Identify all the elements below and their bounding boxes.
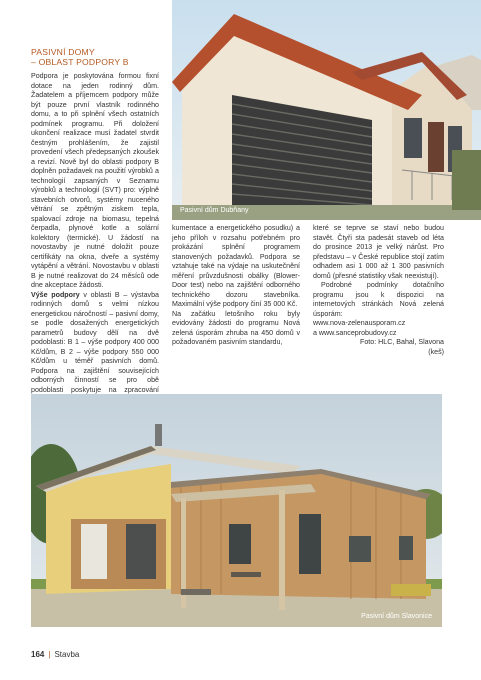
link-nova-zelena[interactable]: www.nova-zelenausporam.cz (313, 319, 406, 327)
page-number: 164 (31, 650, 45, 659)
photo-caption: Pasivní dům Dubňany (180, 207, 249, 214)
paragraph: které se teprve se staví nebo budou stavět. Čtyři sta padesát staveb od léta do prosince 2013 je velký nárůst. Pro představu – v České republice stojí zatím odhadem asi 1 000 až 1 300 pasivních domů (přesné statistiky však neexistují). (313, 224, 444, 280)
text-column-3 (313, 224, 444, 357)
page-footer (31, 650, 79, 659)
paragraph-text: v oblasti B – výstavba rodinných domů s velmi nízkou energetickou náročností – pasivní domy, se podle dosažených energetických parametrů budovy dělí na dvě podoblasti: B 1 – výše podpory 400 000 Kč/dům, B 2 – výše podpory 550 000 Kč/dům u téměř pasivních domů. Podpora na zajištění souvisejících odborných činností se pro obě podoblasti poskytuje na zpracování (31, 290, 159, 394)
heading-line-2: – OBLAST PODPORY B (31, 57, 129, 67)
photo-slavonice (31, 394, 442, 627)
house-illustration-slavonice (31, 394, 442, 627)
bold-lead: Výše podpory (31, 290, 80, 299)
paragraph: kumentace a energetického posudku) a jeho příloh v rozsahu potřebném pro prokázání splnění programem stanovených požadavků. Podpora se vztahuje také na výdaje na uskutečnění měření průvzdušnosti obálky (Blower-Door test) nebo na zajištění odborného technického dozoru stavebníka. Maximální výše podpory činí 35 000 Kč. (172, 224, 300, 308)
house-illustration-dubnany (172, 0, 481, 220)
author-credit: (keš) (428, 347, 444, 356)
magazine-name: Stavba (54, 650, 80, 659)
link-sance[interactable]: a www.sanceprobudovy.cz (313, 328, 397, 337)
text-column-2 (172, 224, 300, 348)
photo-credit: Foto: HLC, Bahal, Slavona (360, 338, 444, 346)
photo-dubnany (172, 0, 481, 220)
photo-caption: Pasivní dům Slavonice (361, 613, 432, 620)
paragraph: Na začátku letošního roku byly evidovány žádosti do programu Nová zelená úsporám zhruba na 450 domů v požadovaném pasivním standardu, (172, 309, 300, 346)
heading-line-1: PASIVNÍ DOMY (31, 47, 95, 57)
text-column-1 (31, 72, 159, 405)
section-heading (31, 47, 171, 67)
paragraph (31, 291, 159, 405)
paragraph: Podrobné podmínky dotačního programu jsou k dispozici na internetových stránkách Nová zelená úsporám: (313, 281, 444, 318)
footer-separator: | (48, 650, 51, 659)
paragraph: Podpora je poskytována formou fixní dotace na jeden rodinný dům. Žadatelem a příjemcem podpory může být pouze první vlastník rodinného domu, a to při splnění všech ostatních podmínek programu. Při doložení ukončení realizace musí žadatel stvrdit čestným prohlášením, že zajistil provedení všech předepsaných zkoušek a revizí. Nově byl do oblasti podpory B doplněn požadavek na použití výrobků a technologií zapsaných v Seznamu výrobků a technologií (SVT) pro: výplně stavebních otvorů, systémy nuceného větrání se zpětným ziskem tepla, spalovací zdroje na biomasu, tepelná čerpadla, plynové kotle a solární kolektory (termické). U žádostí na novostavby je nutné doložit pouze certifikáty na okna, dveře a systémy vytápění a větrání. Novostavbu v oblasti B je nutné realizovat do 24 měsíců ode dne akceptace žádosti. (31, 72, 159, 289)
